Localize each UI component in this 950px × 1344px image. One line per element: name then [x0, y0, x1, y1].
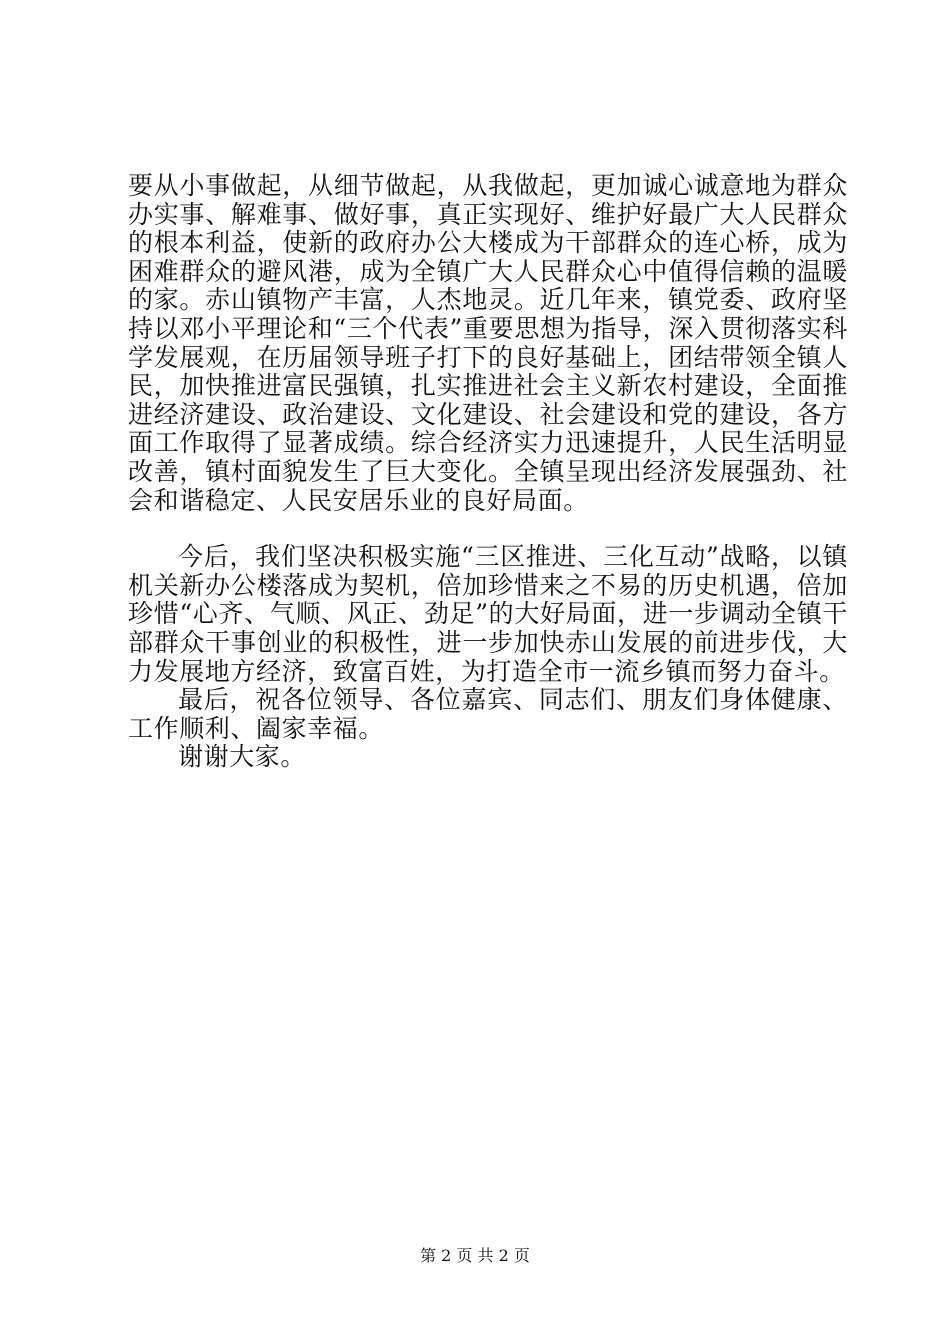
paragraph-thanks: 谢谢大家。 [178, 742, 307, 772]
paragraph-wishes: 最后，祝各位领导、各位嘉宾、同志们、朋友们身体健康、工作顺利、阖家幸福。 [128, 685, 848, 743]
paragraph-strategy: 今后，我们坚决积极实施“三区推进、三化互动”战略，以镇机关新办公楼落成为契机，倍加珍惜来之不易的历史机遇，倍加珍惜“心齐、气顺、风正、劲足”的大好局面，进一步调动全镇干部群众干事创业的积极性，进一步加快赤山发展的前进步伐，大力发展地方经济，致富百姓，为打造全市一流乡镇而努力奋斗。 [128, 542, 848, 686]
paragraph-continuation: 要从小事做起，从细节做起，从我做起，更加诚心诚意地为群众办实事、解难事、做好事，真正实现好、维护好最广大人民群众的根本利益，使新的政府办公大楼成为干部群众的连心桥，成为困难群众的避风港，成为全镇广大人民群众心中值得信赖的温暖的家。赤山镇物产丰富，人杰地灵。近几年来，镇党委、政府坚持以邓小平理论和“三个代表”重要思想为指导，深入贯彻落实科学发展观，在历届领导班子打下的良好基础上，团结带领全镇人民，加快推进富民强镇，扎实推进社会主义新农村建设，全面推进经济建设、政治建设、文化建设、社会建设和党的建设，各方面工作取得了显著成绩。综合经济实力迅速提升，人民生活明显改善，镇村面貌发生了巨大变化。全镇呈现出经济发展强劲、社会和谐稳定、人民安居乐业的良好局面。 [128, 171, 848, 515]
page-number-footer: 第 2 页 共 2 页 [420, 1246, 530, 1265]
document-body [128, 172, 848, 772]
